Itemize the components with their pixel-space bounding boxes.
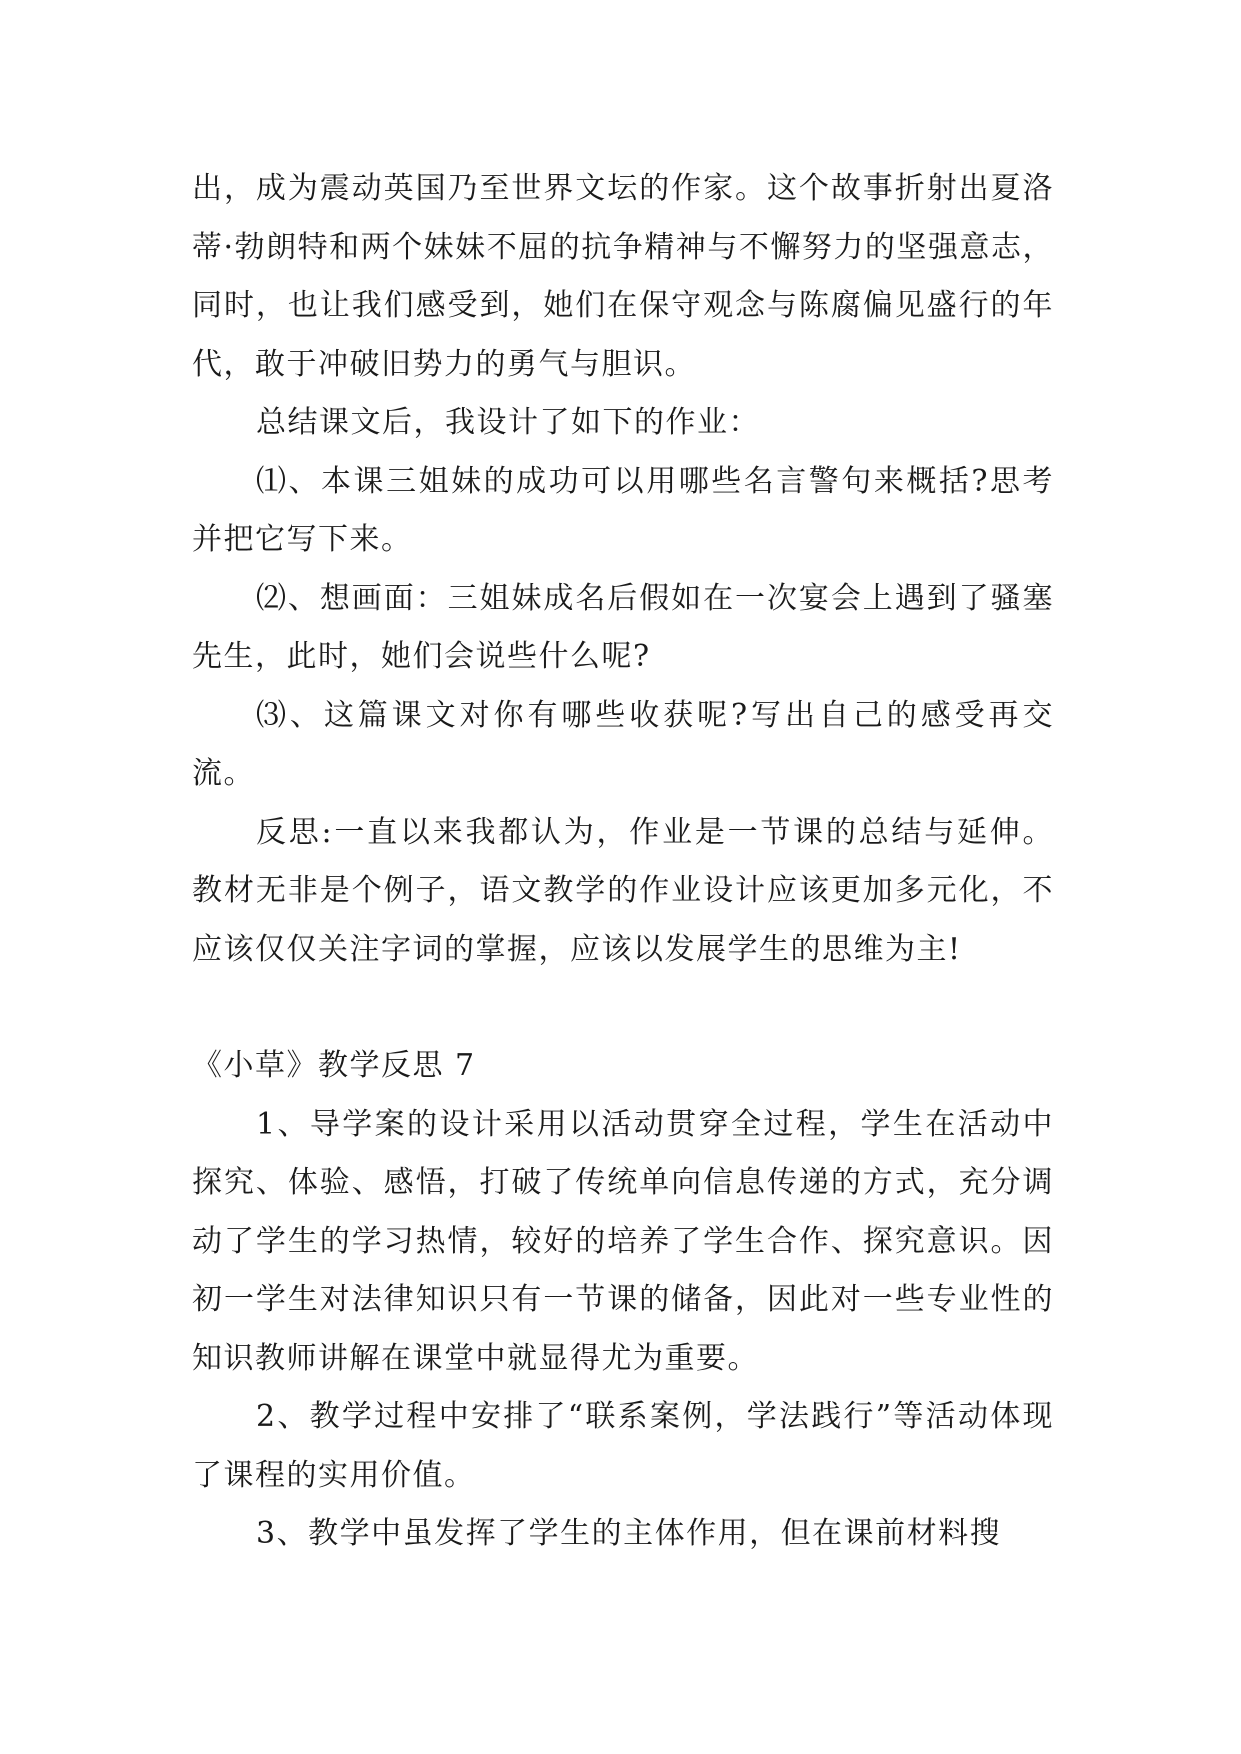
paragraph-reflection: 反思:一直以来我都认为，作业是一节课的总结与延伸。教材无非是个例子，语文教学的作业设计应该更加多元化，不应该仅仅关注字词的掌握，应该以发展学生的思维为主!: [192, 814, 1054, 967]
paragraph-homework-intro: 总结课文后，我设计了如下的作业：: [256, 405, 760, 440]
paragraph-continuation: 出，成为震动英国乃至世界文坛的作家。这个故事折射出夏洛蒂·勃朗特和两个妹妹不屈的抗争精神与不懈努力的坚强意志，同时，也让我们感受到，她们在保守观念与陈腐偏见盛行的年代，敢于冲破旧势力的勇气与胆识。: [192, 171, 1054, 382]
paragraph-point-2: 2、教学过程中安排了“联系案例，学法践行”等活动体现了课程的实用价值。: [192, 1399, 1054, 1493]
paragraph-homework-3: ⑶、这篇课文对你有哪些收获呢?写出自己的感受再交流。: [192, 697, 1054, 791]
section-spacer: [192, 979, 1054, 1037]
paragraph-point-1: 1、导学案的设计采用以活动贯穿全过程，学生在活动中探究、体验、感悟，打破了传统单向信息传递的方式，充分调动了学生的学习热情，较好的培养了学生合作、探究意识。因初一学生对法律知识只有一节课的储备，因此对一些专业性的知识教师讲解在课堂中就显得尤为重要。: [192, 1106, 1054, 1376]
paragraph-homework-1: ⑴、本课三姐妹的成功可以用哪些名言警句来概括?思考并把它写下来。: [192, 463, 1054, 557]
paragraph-point-3: 3、教学中虽发挥了学生的主体作用，但在课前材料搜: [256, 1516, 1002, 1551]
document-body: [192, 160, 1054, 1564]
section-heading: 《小草》教学反思 7: [192, 1048, 476, 1083]
paragraph-homework-2: ⑵、想画面：三姐妹成名后假如在一次宴会上遇到了骚塞先生，此时，她们会说些什么呢?: [192, 580, 1054, 674]
